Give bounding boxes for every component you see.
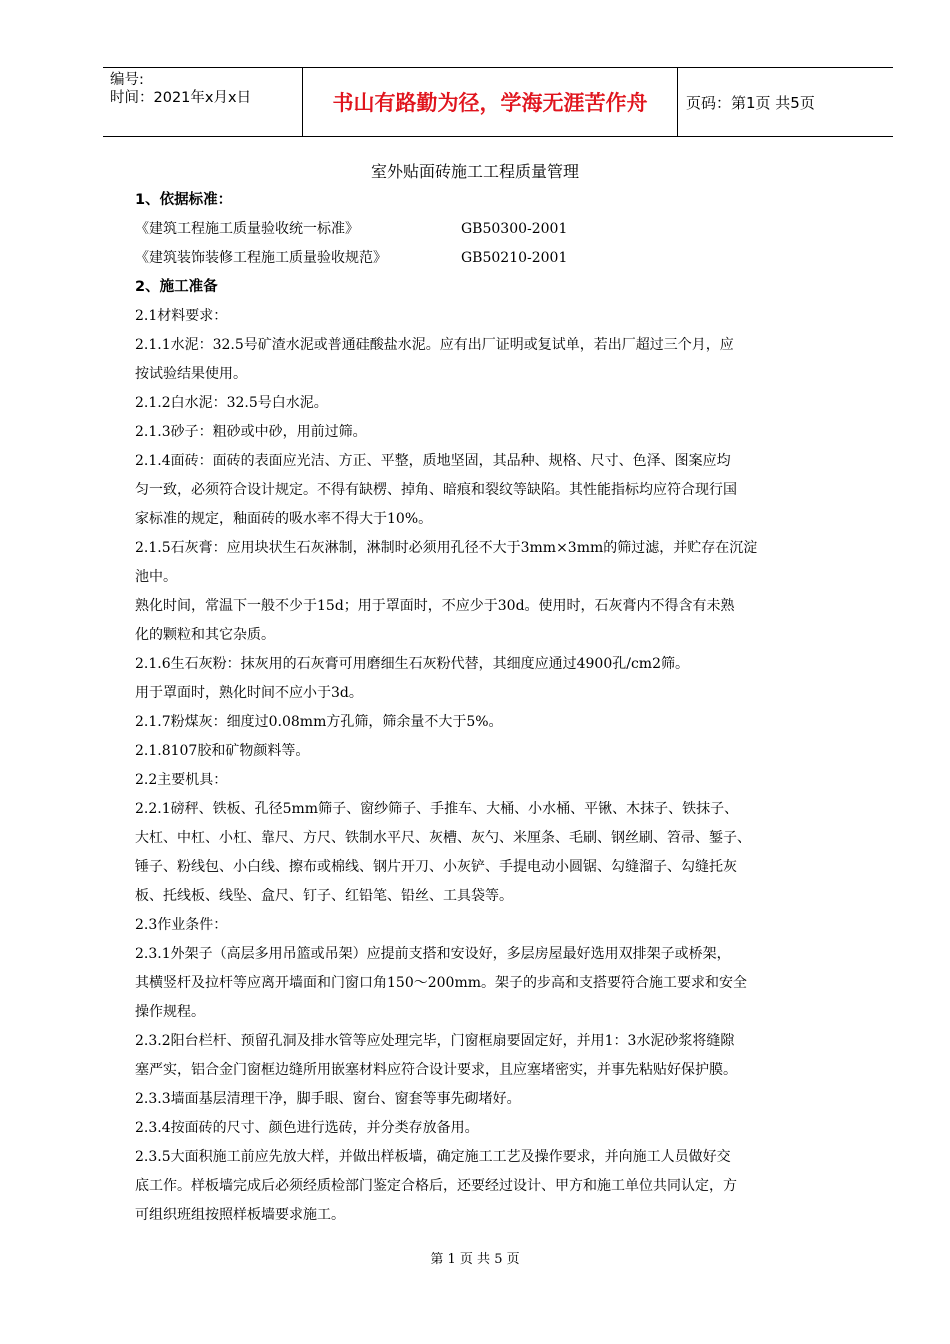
header-motto: 书山有路勤为径，学海无涯苦作舟	[303, 68, 678, 136]
standard-row	[135, 244, 865, 273]
standard-code: GB50210-2001	[461, 250, 568, 266]
header-meta	[103, 68, 303, 136]
body-line: 2.3.3墙面基层清理干净，脚手眼、窗台、窗套等事先砌堵好。	[135, 1091, 521, 1107]
body-line: 2.2主要机具：	[135, 772, 228, 788]
body-line: 底工作。样板墙完成后必须经质检部门鉴定合格后，还要经过设计、甲方和施工单位共同认定，方	[135, 1178, 737, 1194]
body-line: 塞严实，铝合金门窗框边缝所用嵌塞材料应符合设计要求，且应塞堵密实，并事先粘贴好保护膜。	[135, 1062, 737, 1078]
body-line: 池中。	[135, 569, 177, 585]
body-line: 2.3作业条件：	[135, 917, 228, 933]
header-page-info: 页码：第1页 共5页	[686, 93, 815, 112]
standard-code: GB50300-2001	[461, 221, 568, 237]
body-line: 2.1材料要求：	[135, 308, 228, 324]
body-line: 2.3.4按面砖的尺寸、颜色进行选砖，并分类存放备用。	[135, 1120, 479, 1136]
body-line: 2.1.5石灰膏：应用块状生石灰淋制，淋制时必须用孔径不大于3mm×3mm的筛过滤，并贮存在沉淀	[135, 540, 758, 556]
body-line: 2.3.2阳台栏杆、预留孔洞及排水管等应处理完毕，门窗框扇要固定好，并用1：3水泥砂浆将缝隙	[135, 1033, 735, 1049]
standard-name: 《建筑装饰装修工程施工质量验收规范》	[135, 250, 387, 266]
section-heading: 1、依据标准：	[135, 192, 233, 208]
page-header	[103, 67, 893, 137]
body-line: 2.1.8107胶和矿物颜料等。	[135, 743, 310, 759]
standard-row	[135, 215, 865, 244]
body-line: 大杠、中杠、小杠、靠尺、方尺、铁制水平尺、灰槽、灰勺、米厘条、毛刷、钢丝刷、笤帚、錾子、	[135, 830, 751, 846]
body-line: 板、托线板、线坠、盒尺、钉子、红铅笔、铅丝、工具袋等。	[135, 888, 513, 904]
body-line: 操作规程。	[135, 1004, 205, 1020]
body-line: 用于罩面时，熟化时间不应小于3d。	[135, 685, 363, 701]
body-line: 按试验结果使用。	[135, 366, 247, 382]
body-line: 2.1.2白水泥：32.5号白水泥。	[135, 395, 328, 411]
page-footer: 第 1 页 共 5 页	[430, 1252, 520, 1267]
body-line: 匀一致，必须符合设计规定。不得有缺楞、掉角、暗痕和裂纹等缺陷。其性能指标均应符合现行国	[135, 482, 737, 498]
body-line: 2.1.1水泥：32.5号矿渣水泥或普通硅酸盐水泥。应有出厂证明或复试单，若出厂超过三个月，应	[135, 337, 734, 353]
body-line: 化的颗粒和其它杂质。	[135, 627, 275, 643]
standard-name: 《建筑工程施工质量验收统一标准》	[135, 221, 359, 237]
body-line: 可组织班组按照样板墙要求施工。	[135, 1207, 345, 1223]
document-title: 室外贴面砖施工工程质量管理	[370, 162, 579, 181]
body-line: 熟化时间，常温下一般不少于15d；用于罩面时，不应少于30d。使用时，石灰膏内不得含有未熟	[135, 598, 735, 614]
body-line: 2.1.7粉煤灰：细度过0.08mm方孔筛，筛余量不大于5%。	[135, 714, 503, 730]
body-line: 其横竖杆及拉杆等应离开墙面和门窗口角150～200mm。架子的步高和支搭要符合施工要求和安全	[135, 975, 747, 991]
document-body	[135, 186, 865, 1230]
body-line: 家标准的规定，釉面砖的吸水率不得大于10%。	[135, 511, 433, 527]
body-line: 2.3.1外架子（高层多用吊篮或吊架）应提前支搭和安设好，多层房屋最好选用双排架子或桥架，	[135, 946, 731, 962]
body-line: 2.1.6生石灰粉：抹灰用的石灰膏可用磨细生石灰粉代替，其细度应通过4900孔/cm2筛。	[135, 656, 689, 672]
body-line: 锤子、粉线包、小白线、擦布或棉线、钢片开刀、小灰铲、手提电动小圆锯、勾缝溜子、勾缝托灰	[135, 859, 737, 875]
section-heading: 2、施工准备	[135, 279, 218, 295]
serial-label: 编号:	[110, 72, 144, 88]
body-line: 2.3.5大面积施工前应先放大样，并做出样板墙，确定施工工艺及操作要求，并向施工人员做好交	[135, 1149, 731, 1165]
time-text: 时间：2021年x月x日	[110, 90, 252, 106]
body-line: 2.2.1磅秤、铁板、孔径5mm筛子、窗纱筛子、手推车、大桶、小水桶、平锹、木抹子、铁抹子、	[135, 801, 739, 817]
body-line: 2.1.3砂子：粗砂或中砂，用前过筛。	[135, 424, 367, 440]
body-line: 2.1.4面砖：面砖的表面应光洁、方正、平整，质地坚固，其品种、规格、尺寸、色泽、图案应均	[135, 453, 731, 469]
